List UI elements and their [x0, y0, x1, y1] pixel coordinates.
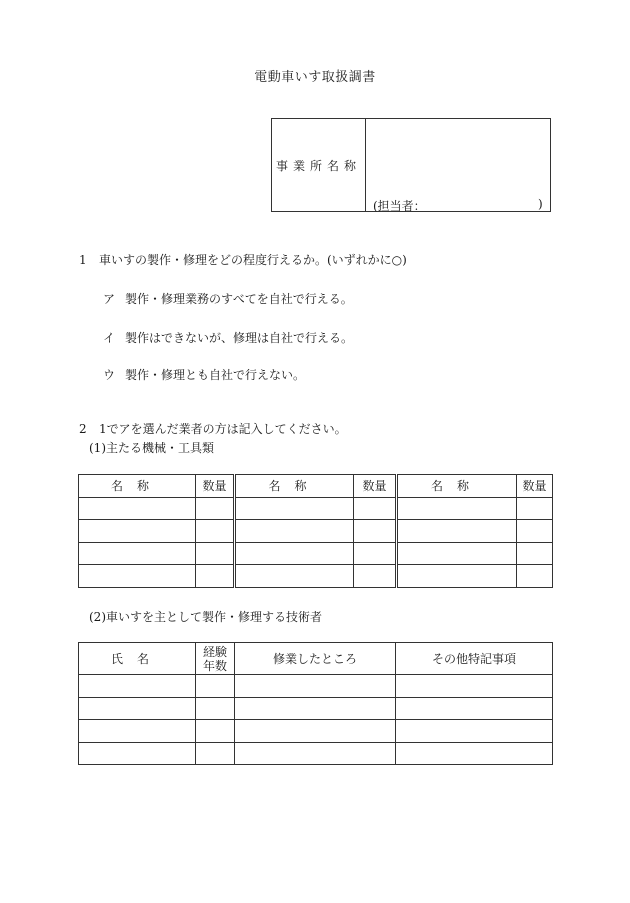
technician-header-name: 氏名	[79, 643, 196, 675]
table-row	[79, 497, 553, 520]
business-name-box	[271, 118, 551, 212]
table-row	[79, 697, 553, 720]
question-2-text: 1でアを選んだ業者の方は記入してください。	[99, 422, 347, 436]
equipment-header-name: 名称	[79, 475, 196, 498]
equipment-header-row	[79, 475, 553, 498]
equipment-header-name: 名称	[397, 475, 517, 498]
technician-table	[78, 642, 553, 765]
equipment-header-name: 名称	[235, 475, 354, 498]
technician-header-notes: その他特記事項	[396, 643, 553, 675]
option-i[interactable]	[103, 329, 353, 346]
equipment-table	[78, 474, 553, 588]
contact-person-label: (担当者：	[373, 199, 426, 213]
question-2	[79, 420, 347, 437]
table-cell[interactable]	[79, 697, 196, 720]
table-cell[interactable]	[235, 497, 354, 520]
table-cell[interactable]	[397, 497, 517, 520]
table-cell[interactable]	[354, 565, 397, 588]
equipment-header-qty: 数量	[196, 475, 235, 498]
technician-heading: (2)車いすを主として製作・修理する技術者	[89, 610, 322, 624]
business-label: 事業所名称	[275, 158, 361, 173]
document-title: 電動車いす取扱調書	[254, 70, 376, 85]
table-cell[interactable]	[196, 497, 235, 520]
table-cell[interactable]	[354, 497, 397, 520]
table-cell[interactable]	[196, 675, 235, 698]
table-cell[interactable]	[354, 520, 397, 543]
table-cell[interactable]	[517, 565, 553, 588]
option-a-key: ア	[103, 292, 116, 306]
option-u[interactable]	[103, 366, 305, 383]
table-row	[79, 565, 553, 588]
table-cell[interactable]	[235, 720, 396, 743]
technician-header-experience-line1: 経験	[202, 644, 227, 659]
option-i-text: 製作はできないが、修理は自社で行える。	[125, 331, 354, 345]
table-cell[interactable]	[79, 720, 196, 743]
question-2-number: 2	[79, 422, 87, 436]
table-cell[interactable]	[235, 742, 396, 765]
option-i-key: イ	[103, 331, 116, 345]
table-row	[79, 675, 553, 698]
table-cell[interactable]	[79, 497, 196, 520]
table-cell[interactable]	[517, 542, 553, 565]
table-cell[interactable]	[396, 675, 553, 698]
table-cell[interactable]	[397, 565, 517, 588]
table-cell[interactable]	[79, 565, 196, 588]
business-name-field[interactable]	[366, 119, 550, 189]
table-row	[79, 520, 553, 543]
table-row	[79, 720, 553, 743]
question-1-number: 1	[79, 253, 87, 267]
table-cell[interactable]	[396, 720, 553, 743]
table-cell[interactable]	[397, 520, 517, 543]
equipment-header-qty: 数量	[517, 475, 553, 498]
table-cell[interactable]	[235, 675, 396, 698]
technician-header-experience	[196, 643, 235, 675]
option-u-key: ウ	[103, 368, 116, 382]
table-cell[interactable]	[196, 542, 235, 565]
table-cell[interactable]	[235, 520, 354, 543]
business-label-cell	[272, 119, 366, 211]
table-cell[interactable]	[354, 542, 397, 565]
table-cell[interactable]	[196, 520, 235, 543]
table-cell[interactable]	[396, 742, 553, 765]
option-a[interactable]	[103, 290, 353, 307]
table-cell[interactable]	[79, 542, 196, 565]
equipment-header-qty: 数量	[354, 475, 397, 498]
table-row	[79, 742, 553, 765]
table-cell[interactable]	[235, 697, 396, 720]
table-cell[interactable]	[397, 542, 517, 565]
table-row	[79, 542, 553, 565]
table-cell[interactable]	[396, 697, 553, 720]
table-cell[interactable]	[517, 520, 553, 543]
table-cell[interactable]	[196, 720, 235, 743]
technician-header-row	[79, 643, 553, 675]
table-cell[interactable]	[79, 520, 196, 543]
option-a-text: 製作・修理業務のすべてを自社で行える。	[125, 292, 353, 306]
table-cell[interactable]	[79, 675, 196, 698]
table-cell[interactable]	[196, 742, 235, 765]
table-cell[interactable]	[196, 565, 235, 588]
contact-person-close: )	[538, 197, 543, 211]
question-1-text: 車いすの製作・修理をどの程度行えるか。(いずれかに○)	[99, 253, 407, 267]
table-cell[interactable]	[79, 742, 196, 765]
table-cell[interactable]	[517, 497, 553, 520]
option-u-text: 製作・修理とも自社で行えない。	[125, 368, 306, 382]
technician-header-experience-line2: 年数	[202, 658, 227, 673]
technician-header-training: 修業したところ	[235, 643, 396, 675]
equipment-heading: (1)主たる機械・工具類	[89, 441, 214, 455]
table-cell[interactable]	[235, 565, 354, 588]
table-cell[interactable]	[235, 542, 354, 565]
question-1	[79, 251, 407, 268]
table-cell[interactable]	[196, 697, 235, 720]
